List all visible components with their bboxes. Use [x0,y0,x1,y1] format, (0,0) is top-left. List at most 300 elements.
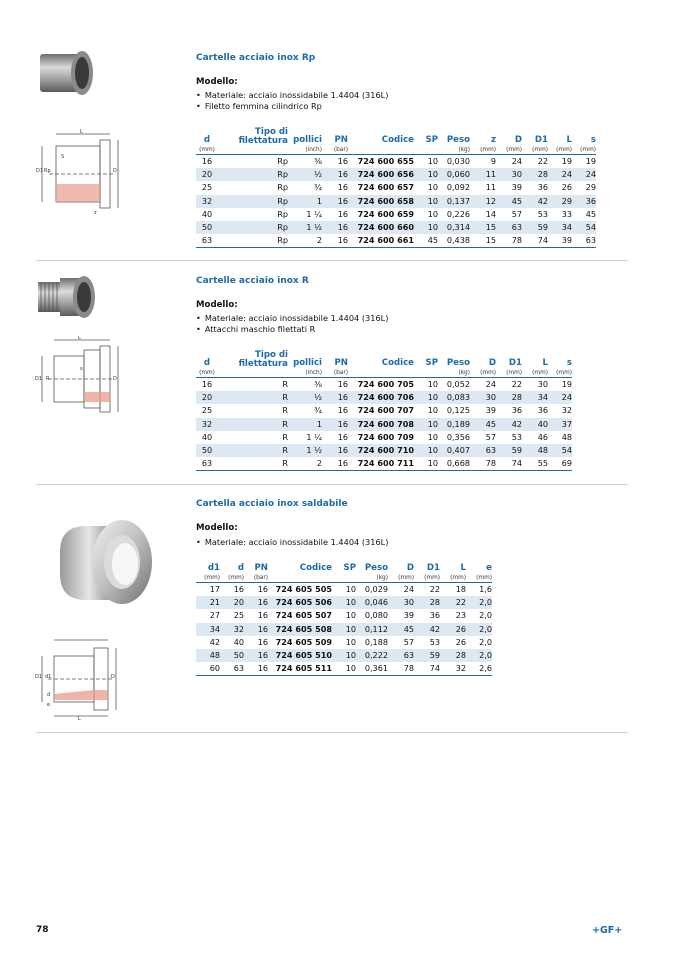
table-cell: 59 [496,444,522,457]
column-header: D [406,563,414,573]
table-cell: 37 [548,418,572,431]
unit-label: (mm) [470,369,496,378]
table-cell: 2,0 [466,649,492,662]
column-header: D [514,135,522,145]
product-code: 724 605 510 [268,649,332,662]
table-cell: 2 [288,457,322,471]
table-units [196,146,596,155]
column-header: Codice [381,135,414,145]
technical-drawing-saldabile [34,636,124,722]
table-cell: 0,189 [438,418,470,431]
table-cell: 25 [201,182,213,193]
table-cell: 48 [561,431,572,442]
table-cell: 32 [196,418,218,431]
table-cell: 48 [522,444,548,457]
table-body [196,155,596,248]
table-cell: 50 [196,221,218,234]
table-cell: 36 [572,195,596,208]
table-cell: 16 [244,596,268,609]
dim-label: D [111,674,115,680]
table-cell: 53 [537,208,548,219]
unit-label [268,574,332,583]
product-code: 724 600 705 [357,379,414,390]
bullet-item: • Materiale: acciaio inossidabile 1.4404 (316L) [196,313,388,323]
product-code: 724 600 706 [348,391,414,404]
table-body [196,583,492,676]
column-header: d [237,563,244,573]
table-cell: 55 [522,457,548,471]
table-cell: 53 [511,431,522,442]
table-cell: 53 [429,636,440,647]
section-title: Cartelle acciaio inox Rp [196,53,316,63]
column-header: L [542,358,548,368]
table-cell: R [218,391,288,404]
dim-label: L [78,336,81,341]
table-cell: 59 [522,221,548,234]
column-header: PN [254,563,268,573]
table-cell: 0,222 [356,649,388,662]
table-cell: 25 [201,405,213,416]
product-code: 724 600 661 [348,234,414,248]
table-cell: 63 [572,234,596,248]
table-cell: 74 [522,234,548,248]
table-cell: 10 [414,195,438,208]
column-header: L [566,135,572,145]
dim-label: D [113,376,117,382]
table-cell: 28 [414,596,440,609]
table-cell: 57 [511,208,522,219]
product-photo-r [36,272,98,322]
dim-label: z [94,210,97,216]
table-cell: 24 [548,391,572,404]
table-cell: 16 [322,457,348,471]
table-cell: 10 [427,405,438,416]
column-header: Codice [299,563,332,573]
table-cell: 10 [332,623,356,636]
table-cell: 0,029 [364,584,388,595]
table-cell: R [218,444,288,457]
unit-label [348,369,414,378]
column-header: d1 [207,563,220,573]
table-row [196,378,572,392]
product-code: 724 605 507 [275,610,332,621]
table-cell: R [282,405,288,416]
table-cell: 36 [511,405,522,416]
table-cell: 19 [585,156,596,167]
spec-table-r [196,351,572,471]
table-cell: 28 [496,391,522,404]
table-cell: 27 [209,610,220,621]
column-header: z [490,135,496,145]
table-cell: 0,060 [438,168,470,181]
unit-label: (bar) [322,146,348,155]
table-cell: Rp [218,195,288,208]
table-row [196,404,572,417]
column-header: d [203,135,211,145]
table-cell: 0,361 [356,662,388,676]
table-cell: 16 [257,584,268,595]
column-header: PN [334,358,348,368]
table-cell: 10 [332,649,356,662]
table-cell: 59 [414,649,440,662]
table-cell: 28 [440,649,466,662]
bullet-item: • Filetto femmina cilindrico Rp [196,101,322,111]
table-cell: 0,083 [438,391,470,404]
unit-label [348,146,414,155]
table-row [196,155,596,169]
table-cell: 1,6 [479,584,492,595]
table-cell: 1 ½ [288,221,322,234]
unit-label: (mm) [548,146,572,155]
unit-label [414,369,438,378]
table-cell: 24 [511,156,522,167]
table-cell: 20 [196,168,218,181]
table-row [196,596,492,609]
product-code: 724 600 711 [348,457,414,471]
unit-label: (mm) [196,369,218,378]
product-code: 724 600 658 [348,195,414,208]
table-cell: 78 [388,662,414,676]
table-cell: ⅜ [314,379,322,390]
table-cell: 0,226 [446,208,470,219]
unit-label: (mm) [470,146,496,155]
table-cell: 22 [429,584,440,595]
page-number: 78 [36,925,49,935]
table-cell: 14 [485,208,496,219]
table-cell: 22 [440,596,466,609]
dim-label: d [47,692,51,698]
table-cell: 28 [522,168,548,181]
table-cell: 0,438 [438,234,470,248]
dim-label: L [78,716,81,722]
table-cell: 2 [288,234,322,248]
table-cell: Rp [218,221,288,234]
table-cell: Rp [277,182,288,193]
table-cell: 2,6 [466,662,492,676]
dim-label: d1 [45,674,52,680]
table-row [196,208,596,221]
unit-label [332,574,356,583]
table-cell: 16 [257,636,268,647]
table-cell: 16 [337,208,348,219]
table-cell: Rp [218,234,288,248]
table-cell: 19 [561,379,572,390]
table-cell: Rp [277,156,288,167]
table-row [196,391,572,404]
unit-label [218,369,288,378]
table-cell: 33 [561,208,572,219]
table-cell: 10 [427,208,438,219]
table-cell: 1 ¼ [306,208,322,219]
column-header: pollici [293,358,322,368]
table-cell: 10 [414,221,438,234]
table-cell: 15 [470,221,496,234]
table-cell: 69 [548,457,572,471]
table-cell: 16 [244,662,268,676]
table-cell: 0,188 [364,636,388,647]
table-cell: 10 [332,662,356,676]
table-cell: 9 [490,156,496,167]
unit-label: (kg) [356,574,388,583]
modello-label: Modello: [196,523,238,533]
column-header: s [566,358,572,368]
table-cell: 10 [345,584,356,595]
column-header: d [203,358,211,368]
table-cell: 36 [537,182,548,193]
table-cell: 46 [537,431,548,442]
table-cell: 24 [485,379,496,390]
unit-label: (mm) [572,146,596,155]
product-code: 724 605 505 [275,584,332,595]
unit-label: (mm) [548,369,572,378]
table-cell: 74 [496,457,522,471]
product-photo-saldabile [52,512,154,614]
table-cell: R [218,418,288,431]
table-cell: 1 ¼ [306,431,322,442]
table-cell: 24 [403,584,414,595]
table-row [196,649,492,662]
table-cell: 12 [470,195,496,208]
table-cell: 74 [414,662,440,676]
product-photo-rp [38,48,96,98]
table-cell: 1 [288,195,322,208]
dim-label: D1 [36,168,44,174]
table-row [196,623,492,636]
table-header [196,563,492,574]
unit-label: (mm) [440,574,466,583]
table-row [196,583,492,597]
unit-label [414,146,438,155]
column-header: e [486,563,492,573]
unit-label: (inch) [288,146,322,155]
table-row [196,431,572,444]
table-cell: ¾ [314,182,322,193]
column-header: D [488,358,496,368]
column-header: SP [425,358,438,368]
dim-label: e [47,702,51,708]
table-cell: 40 [201,431,213,442]
table-cell: 26 [561,182,572,193]
technical-drawing-rp [34,128,124,220]
table-cell: 1 ½ [288,444,322,457]
product-code: 724 600 656 [348,168,414,181]
table-cell: 48 [196,649,220,662]
table-cell: 2,0 [466,623,492,636]
dim-label: D [113,168,117,174]
table-cell: 0,052 [446,379,470,390]
table-cell: 24 [548,168,572,181]
table-cell: 16 [244,649,268,662]
table-cell: 39 [403,610,414,621]
table-cell: 57 [485,431,496,442]
product-code: 724 600 708 [348,418,414,431]
table-cell: 50 [196,444,218,457]
column-header: SP [425,135,438,145]
unit-label: (kg) [438,369,470,378]
table-cell: 23 [455,610,466,621]
table-cell: 15 [470,234,496,248]
table-body [196,378,572,471]
bullet-item: • Attacchi maschio filettati R [196,324,315,334]
table-cell: 63 [470,444,496,457]
table-cell: 54 [572,221,596,234]
table-cell: 0,356 [446,431,470,442]
table-row [196,221,596,234]
table-cell: 39 [485,405,496,416]
table-cell: 21 [196,596,220,609]
table-cell: 40 [522,418,548,431]
table-cell: 40 [233,636,244,647]
table-row [196,609,492,622]
table-cell: 11 [470,168,496,181]
table-row [196,168,596,181]
table-cell: 16 [337,182,348,193]
table-cell: 16 [201,156,213,167]
section-title: Cartelle acciaio inox R [196,276,309,286]
product-code: 724 600 709 [357,431,414,442]
table-cell: 10 [427,379,438,390]
product-code: 724 600 655 [357,156,414,167]
dim-label: S [61,154,65,160]
table-cell: 36 [429,610,440,621]
unit-label: (mm) [196,146,218,155]
table-cell: 16 [322,195,348,208]
table-cell: 63 [196,457,218,471]
table-cell: 22 [511,379,522,390]
table-cell: 29 [548,195,572,208]
table-cell: 16 [322,444,348,457]
table-cell: 10 [414,457,438,471]
unit-label: (mm) [496,146,522,155]
table-cell: R [282,431,288,442]
unit-label: (inch) [288,369,322,378]
table-cell: R [282,379,288,390]
column-header: pollici [293,135,322,145]
table-cell: 16 [201,379,213,390]
table-cell: 32 [561,405,572,416]
table-cell: 42 [522,195,548,208]
table-cell: 32 [220,623,244,636]
table-cell: 16 [233,584,244,595]
unit-label: (mm) [522,369,548,378]
section-divider [36,484,628,485]
product-code: 724 605 506 [268,596,332,609]
product-code: 724 600 657 [357,182,414,193]
table-cell: 2,0 [479,610,492,621]
table-cell: ¾ [314,405,322,416]
table-cell: 63 [388,649,414,662]
column-header: Peso [446,358,470,368]
dim-label: s [80,366,83,372]
table-header [196,351,572,369]
table-cell: 10 [414,418,438,431]
table-cell: 0,046 [356,596,388,609]
table-cell: Rp [277,208,288,219]
unit-label: (mm) [220,574,244,583]
table-cell: 63 [496,221,522,234]
table-cell: 45 [388,623,414,636]
table-cell: ½ [288,391,322,404]
table-cell: 0,030 [446,156,470,167]
table-cell: 16 [322,221,348,234]
table-cell: 25 [233,610,244,621]
table-cell: 16 [337,156,348,167]
unit-label: (kg) [438,146,470,155]
product-code: 724 605 511 [268,662,332,676]
dim-label: Rp [44,168,51,174]
table-cell: 42 [209,636,220,647]
table-cell: 16 [322,391,348,404]
dim-label: R [46,376,50,382]
table-cell: ⅜ [314,156,322,167]
table-cell: 57 [403,636,414,647]
table-cell: 10 [332,596,356,609]
table-cell: 26 [440,623,466,636]
spec-table-saldabile [196,563,492,676]
table-cell: 29 [585,182,596,193]
dim-label: D1 [35,376,43,382]
column-header: SP [343,563,356,573]
product-code: 724 600 659 [357,208,414,219]
table-units [196,369,572,378]
table-cell: 0,314 [438,221,470,234]
table-cell: 10 [427,156,438,167]
unit-label: (mm) [388,574,414,583]
table-cell: 16 [322,234,348,248]
table-cell: 16 [322,418,348,431]
unit-label: (mm) [414,574,440,583]
unit-label [218,146,288,155]
unit-label: (mm) [196,574,220,583]
product-code: 724 600 710 [348,444,414,457]
table-cell: 10 [414,391,438,404]
table-cell: 32 [196,195,218,208]
modello-label: Modello: [196,300,238,310]
table-cell: Rp [218,168,288,181]
table-row [196,195,596,208]
table-cell: 2,0 [479,636,492,647]
column-header: Tipo di filettatura [238,350,288,369]
table-cell: 34 [196,623,220,636]
table-cell: 10 [414,168,438,181]
table-cell: 42 [496,418,522,431]
column-header: D1 [508,358,522,368]
table-row [196,234,596,248]
table-cell: 16 [337,379,348,390]
product-code: 724 605 509 [275,636,332,647]
table-row [196,662,492,676]
table-cell: 19 [561,156,572,167]
table-cell: 10 [345,610,356,621]
table-cell: 11 [485,182,496,193]
section-divider [36,732,628,733]
table-cell: 45 [470,418,496,431]
product-code: 724 605 508 [268,623,332,636]
column-header: L [460,563,466,573]
table-cell: 0,407 [438,444,470,457]
table-cell: 0,137 [438,195,470,208]
dim-label: D1 [35,674,43,680]
unit-label: (bar) [322,369,348,378]
column-header: Codice [381,358,414,368]
table-cell: 30 [470,391,496,404]
table-cell: 0,125 [446,405,470,416]
column-header: PN [334,135,348,145]
table-cell: 60 [196,662,220,676]
table-cell: 1 [288,418,322,431]
section-title: Cartella acciaio inox saldabile [196,499,348,509]
table-header [196,128,596,146]
